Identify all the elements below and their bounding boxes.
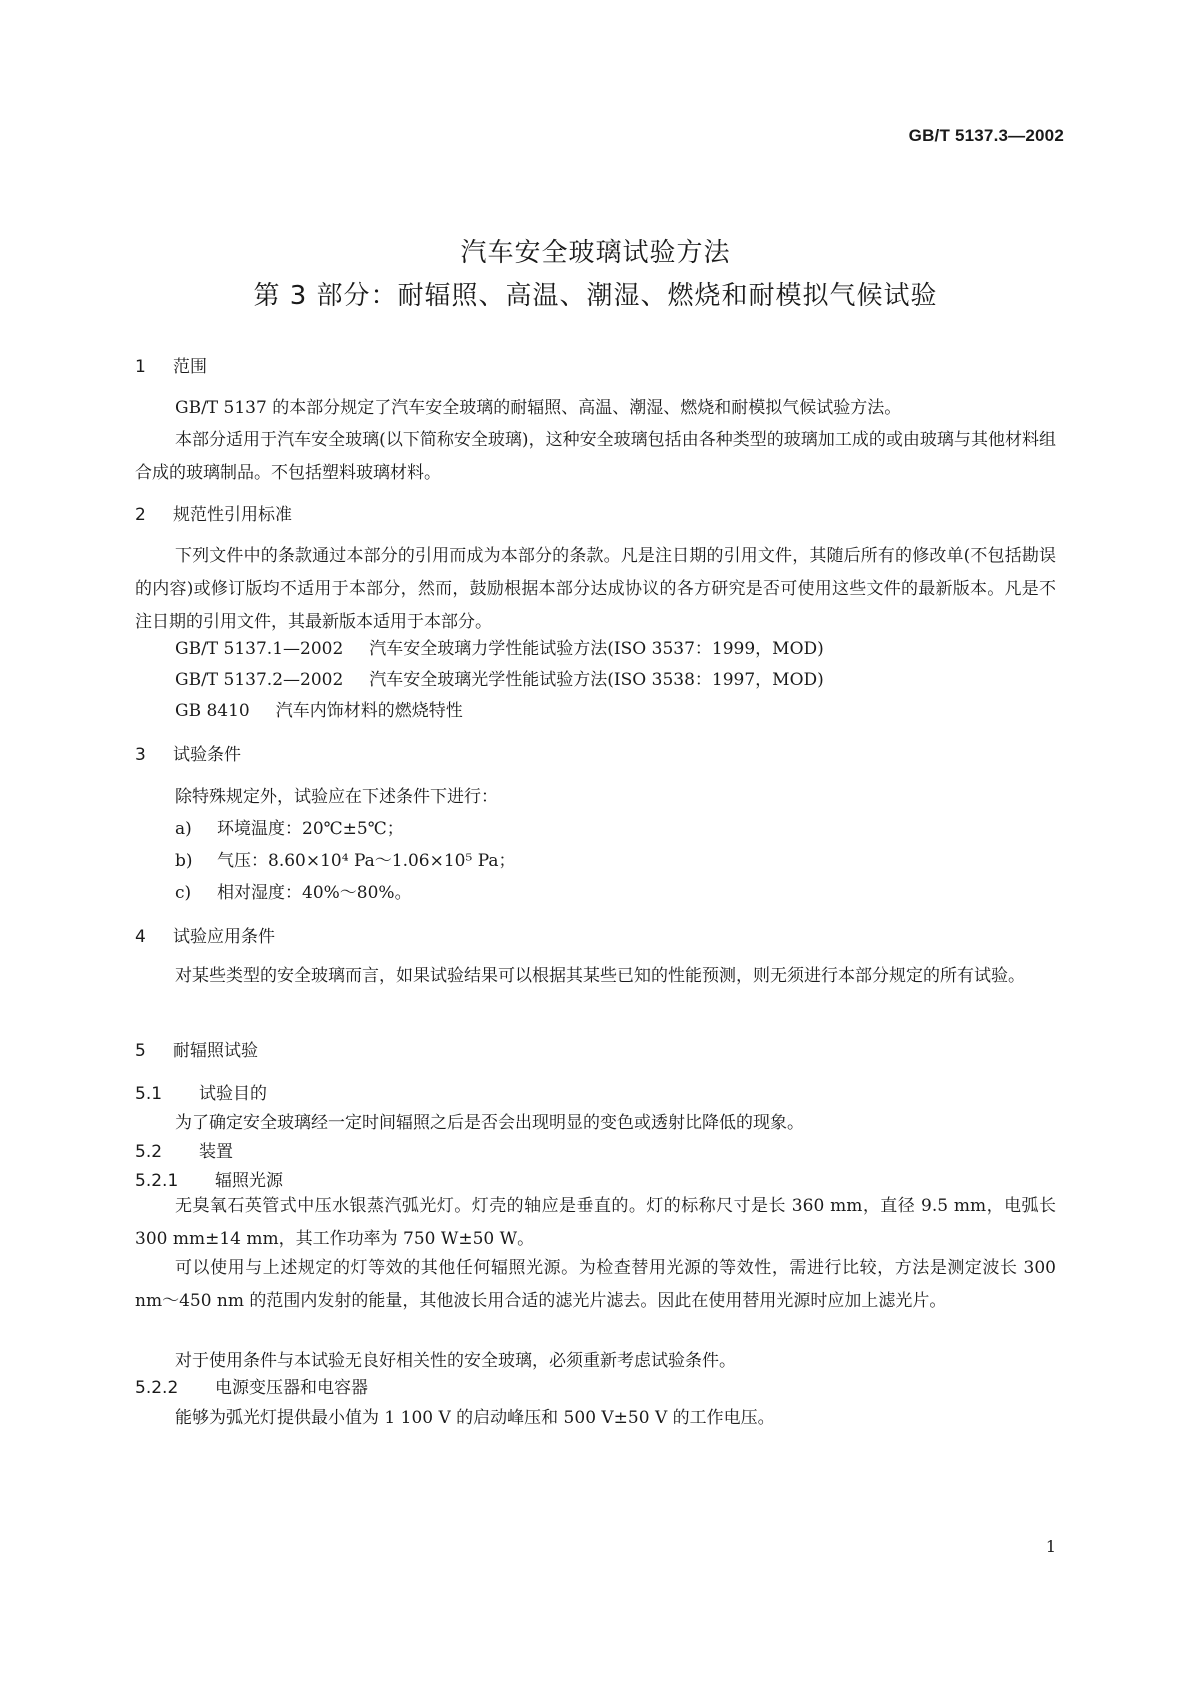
reference-item xyxy=(175,665,824,690)
paragraph: 对某些类型的安全玻璃而言，如果试验结果可以根据其某些已知的性能预测，则无须进行本部分规定的所有试验。 xyxy=(175,966,1025,986)
subsection-number: 5.1 xyxy=(135,1084,163,1104)
section-title: 试验条件 xyxy=(173,745,241,765)
list-marker: b) xyxy=(175,851,193,871)
reference-item xyxy=(175,634,824,659)
title-line-2: 第 3 部分：耐辐照、高温、潮湿、燃烧和耐模拟气候试验 xyxy=(253,281,938,311)
subsection-number: 5.2.1 xyxy=(135,1171,179,1191)
section-heading-radiation-test xyxy=(135,1036,258,1061)
reference-title: 汽车安全玻璃力学性能试验方法(ISO 3537：1999，MOD) xyxy=(369,639,824,659)
subsection-number: 5.2 xyxy=(135,1142,163,1162)
subsection-heading-transformer-capacitor xyxy=(135,1373,368,1398)
subsection-title: 辐照光源 xyxy=(215,1171,283,1191)
paragraph: 能够为弧光灯提供最小值为 1 100 V 的启动峰压和 500 V±50 V 的工作电压。 xyxy=(175,1408,775,1428)
subsection-title: 试验目的 xyxy=(199,1084,267,1104)
list-text: 环境温度：20℃±5℃； xyxy=(217,819,404,839)
section-number: 1 xyxy=(135,357,146,377)
subsection-heading-apparatus xyxy=(135,1137,233,1162)
subsection-title: 装置 xyxy=(199,1142,233,1162)
section-heading-test-conditions xyxy=(135,740,241,765)
list-item xyxy=(175,878,412,903)
section-title: 试验应用条件 xyxy=(173,927,275,947)
section-number: 5 xyxy=(135,1041,146,1061)
section-heading-application-conditions xyxy=(135,922,275,947)
list-item xyxy=(175,814,404,839)
reference-code: GB 8410 xyxy=(175,701,250,721)
subsection-heading-radiation-source xyxy=(135,1166,283,1191)
reference-code: GB/T 5137.2—2002 xyxy=(175,670,344,690)
paragraph: 可以使用与上述规定的灯等效的其他任何辐照光源。为检查替用光源的等效性，需进行比较，方法是测定波长 300 nm～450 nm 的范围内发射的能量，其他波长用合适的滤光片滤去。因此在使用替用光源时应加上滤光片。 xyxy=(135,1258,1056,1311)
section-number: 2 xyxy=(135,505,146,525)
standard-number: GB/T 5137.3—2002 xyxy=(908,126,1064,145)
section-heading-normative-references xyxy=(135,500,292,525)
paragraph: 下列文件中的条款通过本部分的引用而成为本部分的条款。凡是注日期的引用文件，其随后所有的修改单(不包括勘误的内容)或修订版均不适用于本部分，然而，鼓励根据本部分达成协议的各方研究是否可使用这些文件的最新版本。凡是不注日期的引用文件，其最新版本适用于本部分。 xyxy=(135,546,1056,632)
reference-title: 汽车安全玻璃光学性能试验方法(ISO 3538：1997，MOD) xyxy=(369,670,824,690)
section-title: 规范性引用标准 xyxy=(173,505,292,525)
section-number: 4 xyxy=(135,927,146,947)
reference-code: GB/T 5137.1—2002 xyxy=(175,639,344,659)
list-text: 相对湿度：40%～80%。 xyxy=(217,883,412,903)
page-number: 1 xyxy=(1045,1537,1056,1556)
subsection-heading-purpose xyxy=(135,1079,267,1104)
list-marker: a) xyxy=(175,819,192,839)
section-number: 3 xyxy=(135,745,146,765)
reference-title: 汽车内饰材料的燃烧特性 xyxy=(275,701,463,721)
paragraph: 无臭氧石英管式中压水银蒸汽弧光灯。灯壳的轴应是垂直的。灯的标称尺寸是长 360 mm，直径 9.5 mm，电弧长 300 mm±14 mm，其工作功率为 750 W±50 W。 xyxy=(135,1196,1056,1249)
subsection-number: 5.2.2 xyxy=(135,1378,179,1398)
reference-item xyxy=(175,696,463,721)
section-heading-scope xyxy=(135,352,207,377)
list-marker: c) xyxy=(175,883,192,903)
paragraph: GB/T 5137 的本部分规定了汽车安全玻璃的耐辐照、高温、潮湿、燃烧和耐模拟气候试验方法。 xyxy=(175,398,902,418)
paragraph: 对于使用条件与本试验无良好相关性的安全玻璃，必须重新考虑试验条件。 xyxy=(175,1351,736,1371)
list-text: 气压：8.60×10⁴ Pa～1.06×10⁵ Pa； xyxy=(217,851,516,871)
subsection-title: 电源变压器和电容器 xyxy=(215,1378,368,1398)
paragraph: 除特殊规定外，试验应在下述条件下进行： xyxy=(175,787,498,807)
paragraph: 为了确定安全玻璃经一定时间辐照之后是否会出现明显的变色或透射比降低的现象。 xyxy=(175,1113,804,1133)
list-item xyxy=(175,846,516,871)
section-title: 耐辐照试验 xyxy=(173,1041,258,1061)
paragraph: 本部分适用于汽车安全玻璃(以下简称安全玻璃)，这种安全玻璃包括由各种类型的玻璃加工成的或由玻璃与其他材料组合成的玻璃制品。不包括塑料玻璃材料。 xyxy=(135,430,1056,483)
title-line-1: 汽车安全玻璃试验方法 xyxy=(460,238,731,268)
section-title: 范围 xyxy=(173,357,207,377)
